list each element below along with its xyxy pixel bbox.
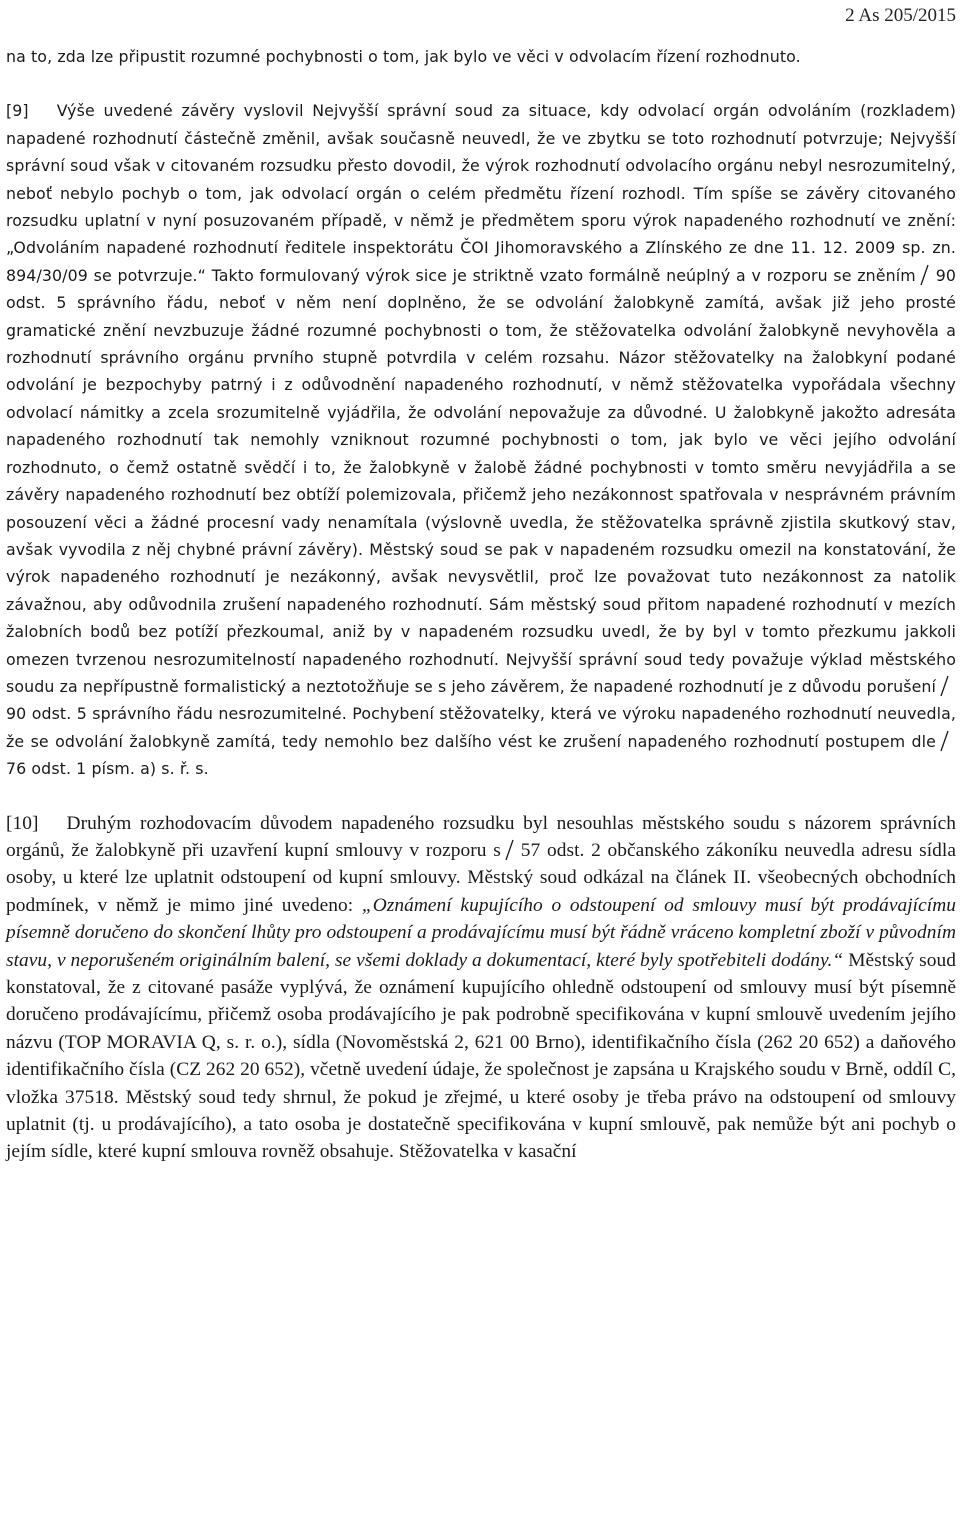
paragraph-9-sentence-4: U žalobkyně jakožto adresáta napadeného rozhodnutí tak nemohly vzniknout rozumné pochybnosti o tom, jak bylo ve věci jejího odvolání rozhodnuto, o čemž ostatně svědčí i to, že žalobkyně v žalobě žádné pochybnosti v tomto směru nevyjádřila a se závěry napadeného rozhodnutí bez obtíží polemizovala, přičemž jeho nezákonnost spatřovala v nesprávném právním posouzení věci a žádné procesní vady nenamítala (výslovně uvedla, že stěžovatelka správně zjistila skutkový stav, avšak vyvodila z něj chybné právní závěry). [6,402,956,559]
paragraph-number: [9] [6,101,29,121]
paragraph-10-sentence-3: Městský soud tedy shrnul, že pokud je zřejmé, u které osoby je třeba právo na odstoupení od smlouvy uplatnit (tj. u prodávajícího), a tato osoba je dostatečně specifikována v kupní smlouvě, pak nemůže být ani pochyb o jejím sídle, které kupní smlouva rovněž obsahuje. Stěžovatelka v kasační [6,1086,956,1163]
paragraph-10-sentence-2: Městský soud konstatoval, že z citované pasáže vyplývá, že oznámení kupujícího ohledně odstoupení od smlouvy musí být písemně doručeno prodávajícímu, přičemž osoba prodávajícího je pak podrobně specifikována v kupní smlouvě uvedením jejího názvu (TOP MORAVIA Q, s. r. o.), sídla (Novoměstská 2, 621 00 Brno), identifikačního čísla (262 20 652) a daňového identifikačního čísla (CZ 262 20 652), včetně uvedení údaje, že společnost je zapsána u Krajského soudu v Brně, oddíl C, vložka 37518. [6,949,956,1108]
paragraph-9-sentence-2: Tím spíše se závěry citovaného rozsudku uplatní v nyní posuzovaném případě, v němž je předmětem sporu výrok napadeného rozhodnutí ve znění: „Odvoláním napadené rozhodnutí ředitele inspektorátu ČOI Jihomoravského a Zlínského ze dne 11. 12. 2009 sp. zn. 894/30/09 se potvrzuje.“ Takto formulovaný výrok sice je striktně vzato formálně neúplný a v rozporu se zněním [6,183,956,285]
paragraph-9 [6,97,956,782]
paragraph-gap [6,70,956,97]
paragraph-9-sentence-6: Sám městský soud přitom napadené rozhodnutí v mezích žalobních bodů bez potíží přezkoumal, aniž by v napadeném rozsudku uvedl, že by byl v tomto přezkumu jakkoli omezen tvrzenou nesrozumitelností napadeného rozhodnutí. [6,594,956,669]
paragraph-9-sentence-1: Výše uvedené závěry vyslovil Nejvyšší správní soud za situace, kdy odvolací orgán odvoláním (rozkladem) napadené rozhodnutí částečně změnil, avšak současně neuvedl, že ve zbytku se toto rozhodnutí potvrzuje; Nejvyšší správní soud však v citovaném rozsudku přesto dovodil, že výrok rozhodnutí odvolacího orgánu nebyl nesrozumitelný, neboť nebylo pochyb o tom, jak odvolací orgán o celém předmětu řízení rozhodl. [6,101,956,203]
case-number-header: 2 As 205/2015 [845,5,956,26]
paragraph-9-ref-3: 76 odst. 1 písm. a) s. ř. s. [6,759,209,779]
paragraph-9-sentence-8: Pochybení stěžovatelky, která ve výroku napadeného rozhodnutí neuvedla, že se odvolání žalobkyně zamítá, tedy nemohlo bez dalšího vést ke zrušení napadeného rozhodnutí postupem dle [6,704,956,751]
paragraph-9-sentence-5: Městský soud se pak v napadeném rozsudku omezil na konstatování, že výrok napadeného rozhodnutí je nezákonný, avšak nevysvětlil, proč lze považovat tuto nezákonnost za natolik závažnou, aby odůvodnila zrušení napadeného rozhodnutí. [6,539,956,614]
section-mark-icon [938,675,952,695]
paragraph-number: [10] [6,812,39,834]
section-mark-icon [938,730,952,750]
paragraph-8-tail: na to, zda lze připustit rozumné pochybnosti o tom, jak bylo ve věci v odvolacím řízení rozhodnuto. [6,47,801,66]
paragraph-9-sentence-3: Názor stěžovatelky na žalobkyní podané odvolání je bezpochyby patrný i z odůvodnění napadeného rozhodnutí, v němž stěžovatelka vypořádala všechny odvolací námitky a zcela srozumitelně vyjádřila, že odvolání nepovažuje za důvodné. [6,348,957,422]
document-page [6,0,956,1166]
paragraph-9-ref-2: 90 odst. 5 správního řádu nesrozumitelné. [6,704,347,724]
paragraph-gap [6,783,956,810]
paragraph-10-sentence-1: Druhým rozhodovacím důvodem napadeného rozsudku byl nesouhlas městského soudu s názorem správních orgánů, že žalobkyně při uzavření kupní smlouvy v rozporu s [6,812,956,861]
paragraph-10 [6,810,956,1166]
terms-quote: „Oznámení kupujícího o odstoupení od smlouvy musí být prodávajícímu písemně doručeno do skončení lhůty pro odstoupení a prodávajícímu musí být řádně vráceno kompletní zboží v původním stavu, v neporušeném originálním balení, se všemi doklady a dokumentací, které byly spotřebiteli dodány.“ [6,894,956,971]
paragraph-10-ref-1: 57 odst. 2 občanského zákoníku neuvedla adresu sídla osoby, u které lze uplatnit odstoupení od kupní smlouvy. Městský soud odkázal na článek II. všeobecných obchodních podmínek, v němž je mimo jiné uvedeno: [6,839,956,916]
section-mark-icon [503,839,517,859]
section-mark-icon [918,264,932,284]
paragraph-9-ref-1: 90 odst. 5 správního řádu, neboť v něm není doplněno, že se odvolání žalobkyně zamítá, avšak již jeho prosté gramatické znění nevzbuzuje žádné rozumné pochybnosti o tom, že stěžovatelka odvolání žalobkyně nevyhověla a rozhodnutí správního orgánu prvního stupně potvrdila v celém rozsahu. [6,265,956,368]
paragraph-9-sentence-7: Nejvyšší správní soud tedy považuje výklad městského soudu za nepřípustně formalistický a neztotožňuje se s jeho závěrem, že napadené rozhodnutí je z důvodu porušení [6,649,956,696]
